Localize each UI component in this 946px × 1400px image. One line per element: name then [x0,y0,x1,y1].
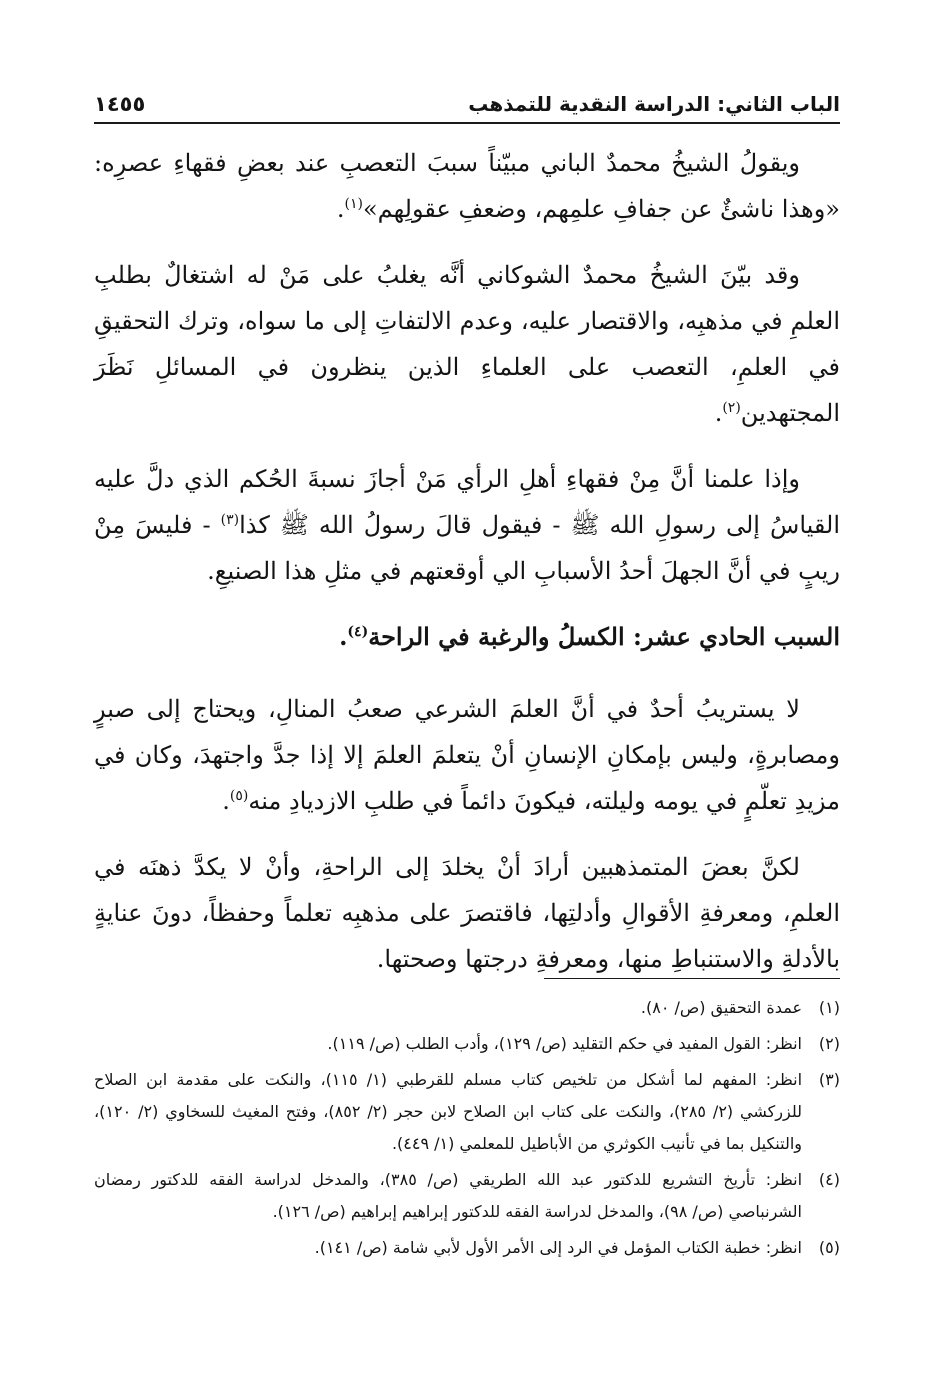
footnotes [94,992,840,1268]
paragraph-text: وقد بيّنَ الشيخُ محمدٌ الشوكاني أنَّه يغلبُ على مَنْ له اشتغالٌ بطلبِ العلمِ في مذهبِه، والاقتصار عليه، وعدم الالتفاتِ إلى ما سواه، وترك التحقيقِ في العلمِ، التعصب على العلماءِ الذين ينظرون في المسائلِ نَظَرَ المجتهدين [94,261,840,427]
paragraph-text: لا يستريبُ أحدٌ في أنَّ العلمَ الشرعي صعبُ المنالِ، ويحتاج إلى صبرٍ ومصابرةٍ، وليس بإمكانِ الإنسانِ أنْ يتعلمَ العلمَ إلا إذا جدَّ واجتهدَ، وكان في مزيدِ تعلّمٍ في يومه وليلته، فيكونَ دائماً في طلبِ الازديادِ منه [94,695,840,815]
footnote-number: (٣) [818,1070,840,1089]
heading-tail: . [339,622,348,651]
paragraph-tail: . [222,787,230,815]
main-text [94,140,840,1002]
footnote-number: (٥) [818,1238,840,1257]
footnote-number: (٢) [818,1034,840,1053]
footnote-ref: (٣) [220,512,240,528]
paragraph [94,252,840,436]
footnote-text: انظر: المفهم لما أشكل من تلخيص كتاب مسلم للقرطبي (١/ ١١٥)، والنكت على مقدمة ابن الصلاح للزركشي (٢/ ٢٨٥)، والنكت على كتاب ابن الصلاح لابن حجر (٢/ ٨٥٢)، وفتح المغيث للسخاوي (٢/ ١٢٠)، والتنكيل بما في تأنيب الكوثري من الأباطيل للمعلمي (١/ ٤٤٩). [94,1070,803,1153]
footnote-text: انظر: خطبة الكتاب المؤمل في الرد إلى الأمر الأول لأبي شامة (ص/ ١٤١). [314,1238,802,1257]
footnote-text: انظر: تأريخ التشريع للدكتور عبد الله الطريقي (ص/ ٣٨٥)، والمدخل لدراسة الفقه للدكتور رمضان الشرنباصي (ص/ ٩٨)، والمدخل لدراسة الفقه للدكتور إبراهيم إبراهيم (ص/ ١٢٦). [94,1170,803,1221]
paragraph-text: ويقولُ الشيخُ محمدٌ الباني مبيّناً سببَ التعصبِ عند بعضِ فقهاءِ عصرِه: «وهذا ناشئٌ عن جفافِ علمِهم، وضعفِ عقولِهم» [94,149,840,223]
section-heading [94,614,840,660]
paragraph-text: وإذا علمنا أنَّ مِنْ فقهاءِ أهلِ الرأي مَنْ أجازَ نسبةَ الحُكم الذي دلَّ عليه القياسُ إلى رسولِ الله ﷺ - فيقول قالَ رسولُ الله ﷺ كذا [94,465,840,539]
paragraph-tail: - فليسَ مِنْ ريبٍ في أنَّ الجهلَ أحدُ الأسبابِ الي أوقعتهم في مثلِ هذا الصنيعِ. [94,511,840,585]
heading-text: السبب الحادي عشر: الكسلُ والرغبة في الراحة [368,622,840,651]
paragraph [94,140,840,232]
footnote [94,1028,840,1060]
footnote [94,1232,840,1264]
footnote-divider [544,978,840,979]
paragraph-tail: . [714,399,723,427]
footnote [94,1164,840,1228]
footnote-text: انظر: القول المفيد في حكم التقليد (ص/ ١٢٩)، وأدب الطلب (ص/ ١١٩). [327,1034,802,1053]
footnote-number: (٤) [818,1170,840,1189]
footnote-ref: (١) [344,196,363,212]
paragraph [94,844,840,982]
running-header [94,92,840,124]
paragraph-tail: . [336,195,345,223]
footnote [94,1064,840,1160]
footnote-text: عمدة التحقيق (ص/ ٨٠). [640,998,802,1017]
footnote-number: (١) [818,998,840,1017]
footnote [94,992,840,1024]
paragraph-text: لكنَّ بعضَ المتمذهبين أرادَ أنْ يخلدَ إلى الراحةِ، وأنْ لا يكدَّ ذهنَه في العلمِ، ومعرفةِ الأقوالِ وأدلتِها، فاقتصرَ على مذهبِه تعلماً وحفظاً، دونَ عنايةٍ بالأدلةِ والاستنباطِ منها، ومعرفةِ درجتها وصحتها. [94,853,840,973]
chapter-title: الباب الثاني: الدراسة النقدية للتمذهب [468,92,840,116]
paragraph [94,456,840,594]
paragraph [94,686,840,824]
footnote-ref: (٢) [722,400,741,416]
page-number: ١٤٥٥ [94,92,146,116]
footnote-ref: (٤) [347,624,369,640]
footnote-ref: (٥) [229,788,249,804]
